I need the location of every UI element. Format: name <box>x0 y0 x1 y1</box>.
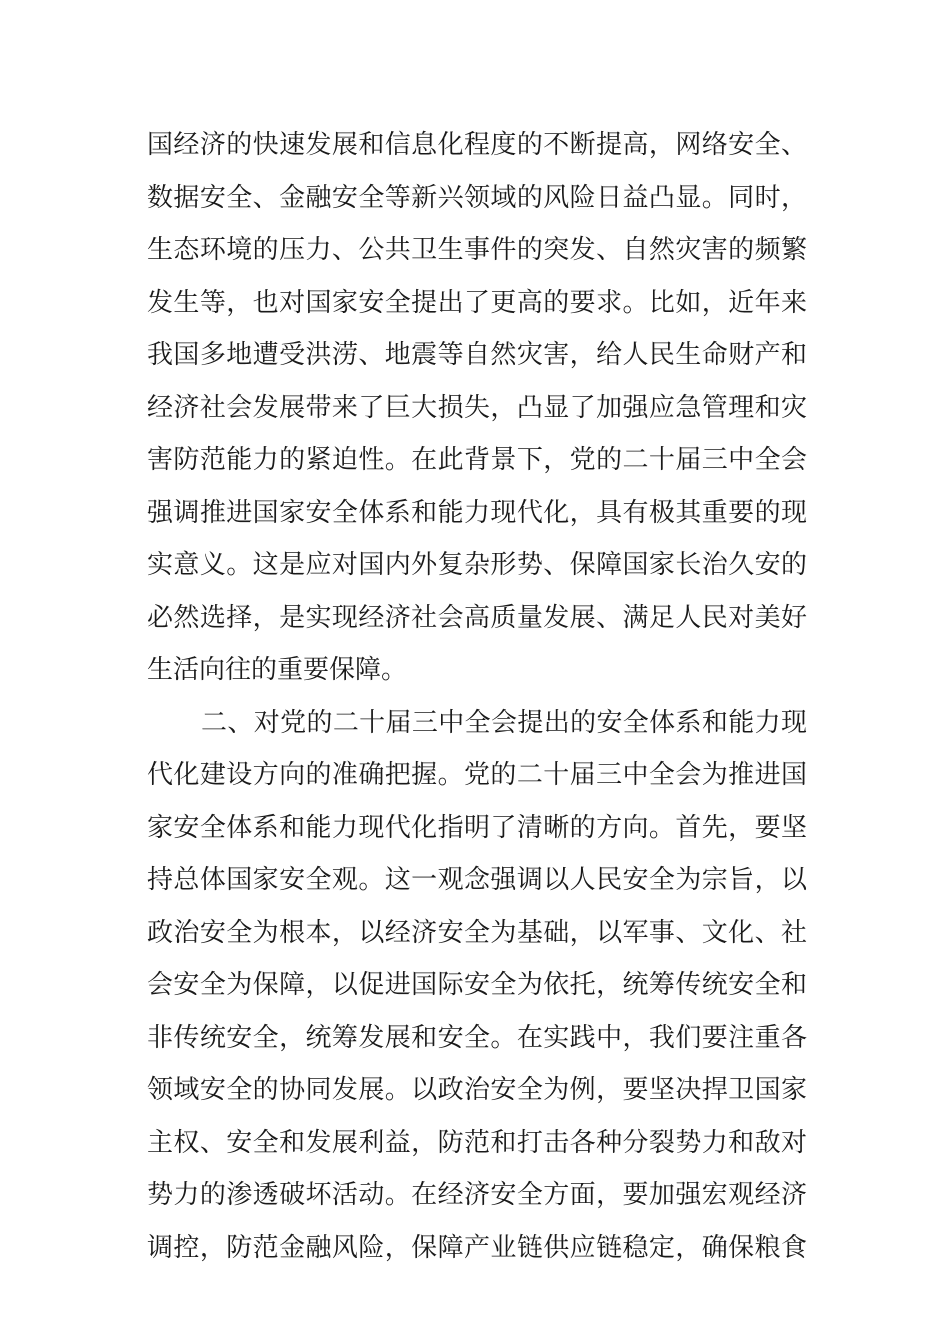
text-line: 生活向往的重要保障。 <box>147 655 408 685</box>
document-body <box>147 119 807 1274</box>
text-line: 二、对党的二十届三中全会提出的安全体系和能力现 <box>201 707 807 738</box>
text-line: 害防范能力的紧迫性。在此背景下，党的二十届三中全会 <box>147 445 807 475</box>
text-line: 非传统安全，统筹发展和安全。在实践中，我们要注重各 <box>147 1022 807 1053</box>
text-line: 代化建设方向的准确把握。党的二十届三中全会为推进国 <box>147 760 807 790</box>
text-line: 数据安全、金融安全等新兴领域的风险日益凸显。同时， <box>147 182 807 213</box>
paragraph-1 <box>147 119 807 697</box>
text-line: 持总体国家安全观。这一观念强调以人民安全为宗旨，以 <box>147 865 807 895</box>
text-line: 经济社会发展带来了巨大损失，凸显了加强应急管理和灾 <box>147 392 807 423</box>
text-line: 我国多地遭受洪涝、地震等自然灾害，给人民生命财产和 <box>147 340 807 370</box>
text-line: 家安全体系和能力现代化指明了清晰的方向。首先，要坚 <box>147 812 807 843</box>
text-line: 势力的渗透破坏活动。在经济安全方面，要加强宏观经济 <box>147 1180 807 1210</box>
text-line: 实意义。这是应对国内外复杂形势、保障国家长治久安的 <box>147 550 807 580</box>
text-line: 必然选择，是实现经济社会高质量发展、满足人民对美好 <box>147 602 807 633</box>
text-line: 领域安全的协同发展。以政治安全为例，要坚决捍卫国家 <box>147 1075 807 1105</box>
paragraph-2 <box>147 697 807 1275</box>
text-line: 主权、安全和发展利益，防范和打击各种分裂势力和敌对 <box>147 1127 807 1158</box>
text-line: 发生等，也对国家安全提出了更高的要求。比如，近年来 <box>147 287 807 318</box>
text-line: 政治安全为根本，以经济安全为基础，以军事、文化、社 <box>147 917 807 948</box>
text-line: 会安全为保障，以促进国际安全为依托，统筹传统安全和 <box>147 970 807 1000</box>
text-line: 强调推进国家安全体系和能力现代化，具有极其重要的现 <box>147 497 807 528</box>
text-line: 生态环境的压力、公共卫生事件的突发、自然灾害的频繁 <box>147 235 807 265</box>
text-line: 国经济的快速发展和信息化程度的不断提高，网络安全、 <box>147 130 807 160</box>
text-line: 调控，防范金融风险，保障产业链供应链稳定，确保粮食 <box>147 1232 807 1263</box>
